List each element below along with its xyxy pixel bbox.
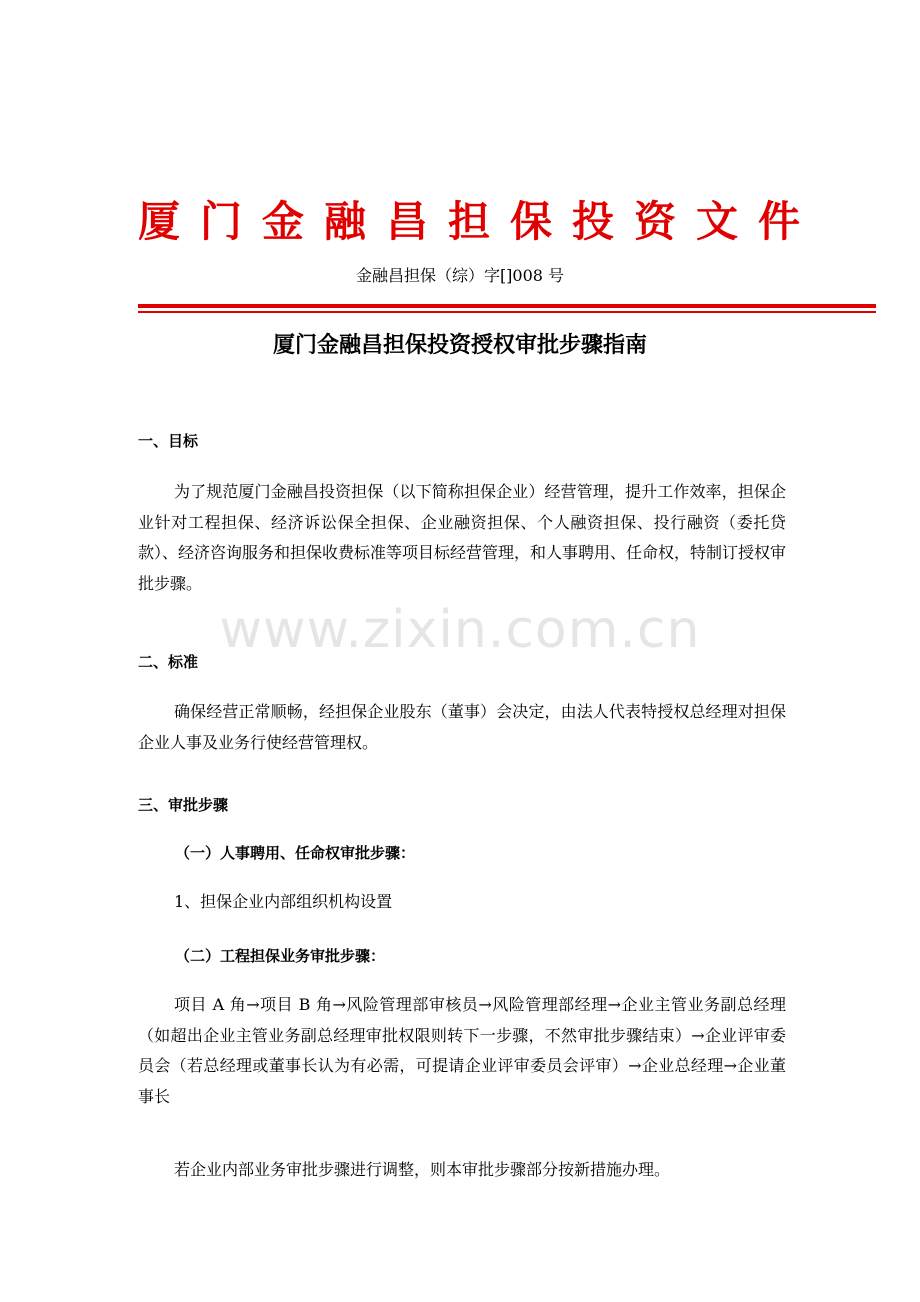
subheading-engineering-guarantee: （二）工程担保业务审批步骤： [175,947,386,965]
subheading-personnel-approval: （一）人事聘用、任命权审批步骤： [175,844,416,862]
paragraph-approval-flow: 项目 A 角→项目 B 角→风险管理部审核员→风险管理部经理→企业主管业务副总经理（如超出企业主管业务副总经理审批权限则转下一步骤，不然审批步骤结束）→企业评审委员会（若总经理或董事长认为有必需，可提请企业评审委员会评审）→企业总经理→企业董事长 [138,995,786,1106]
header-rule-thick [138,304,876,308]
section-heading-objective: 一、目标 [138,432,199,450]
watermark-text: www.zixin.com.cn [219,600,701,660]
section-paragraph-objective: 为了规范厦门金融昌投资担保（以下简称担保企业）经营管理，提升工作效率，担保企业针对工程担保、经济诉讼保全担保、企业融资担保、个人融资担保、投行融资（委托贷款）、经济咨询服务和担保收费标准等项目标经营管理，和人事聘用、任命权，特制订授权审批步骤。 [138,482,787,593]
section-heading-approval-steps: 三、审批步骤 [138,796,229,814]
header-rule-thin [138,311,876,313]
section-paragraph-standard: 确保经营正常顺畅，经担保企业股东（董事）会决定，由法人代表特授权总经理对担保企业人事及业务行使经营管理权。 [138,702,786,752]
org-header-title: 厦门金融昌担保投资文件 [138,197,821,246]
document-title: 厦门金融昌担保投资授权审批步骤指南 [272,333,647,358]
list-item-org-structure: 1、担保企业内部组织机构设置 [174,892,393,911]
paragraph-adjustment-note: 若企业内部业务审批步骤进行调整，则本审批步骤部分按新措施办理。 [174,1160,671,1179]
document-number: 金融昌担保（综）字[]008 号 [355,266,565,285]
section-heading-standard: 二、标准 [138,653,199,671]
